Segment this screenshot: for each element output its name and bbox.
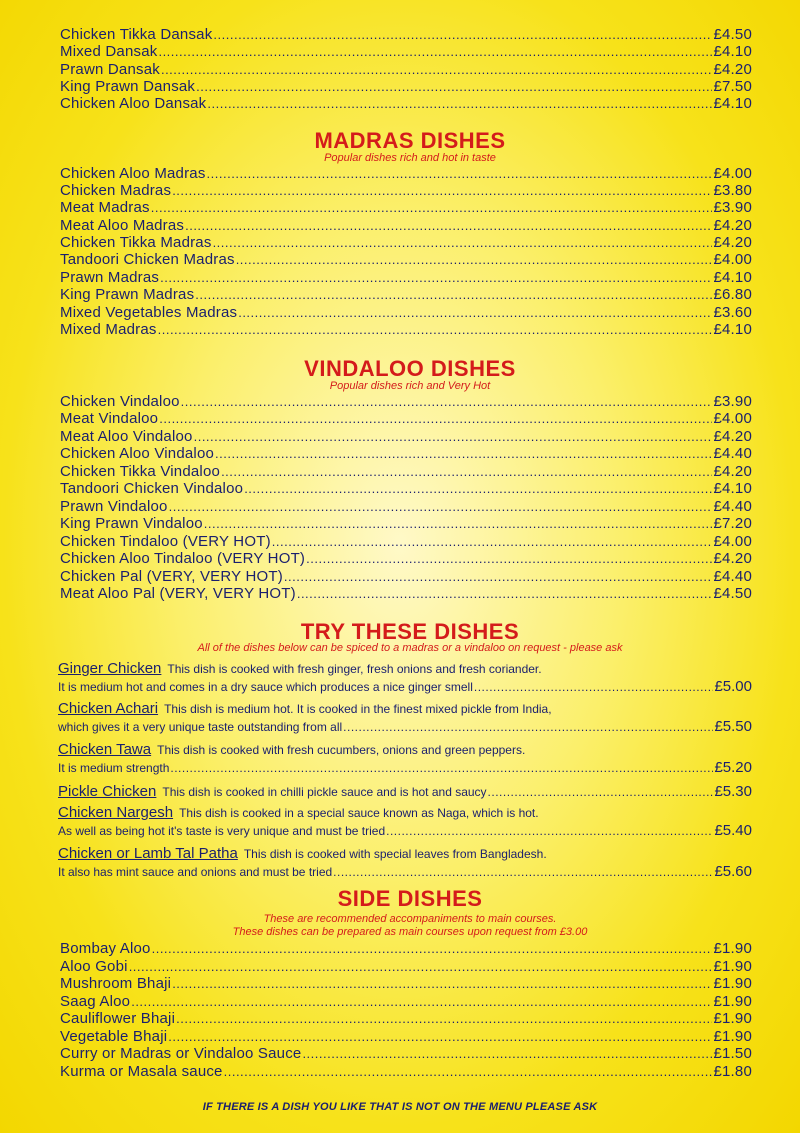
item-price: £5.50 xyxy=(714,718,752,735)
dot-leader xyxy=(161,61,713,78)
item-name: Saag Aloo xyxy=(60,993,131,1010)
item-name: Mixed Madras xyxy=(60,321,157,338)
item-price: £1.90 xyxy=(713,975,752,992)
item-price: £4.00 xyxy=(713,251,752,268)
dot-leader xyxy=(297,585,713,602)
dot-leader xyxy=(333,864,713,881)
item-price: £4.20 xyxy=(713,550,752,567)
section-heading: VINDALOO DISHES xyxy=(304,356,516,381)
item-name: Chicken Tikka Vindaloo xyxy=(60,463,221,480)
speciality-item xyxy=(58,804,752,840)
menu-item xyxy=(60,1028,752,1045)
item-price: £4.00 xyxy=(713,410,752,427)
dot-leader xyxy=(168,1028,712,1045)
menu-item xyxy=(60,498,752,515)
speciality-item xyxy=(58,741,752,777)
item-price: £4.10 xyxy=(713,321,752,338)
menu-item xyxy=(60,217,752,234)
item-name: Chicken Tikka Dansak xyxy=(60,26,213,43)
dot-leader xyxy=(170,760,713,777)
speciality-item xyxy=(58,700,752,736)
dot-leader xyxy=(272,533,713,550)
dot-leader xyxy=(215,445,712,462)
dot-leader xyxy=(474,679,714,696)
item-price: £3.60 xyxy=(713,304,752,321)
item-name: Curry or Madras or Vindaloo Sauce xyxy=(60,1045,302,1062)
menu-item xyxy=(60,199,752,216)
dot-leader xyxy=(181,393,713,410)
dot-leader xyxy=(207,165,713,182)
menu-item xyxy=(60,26,752,43)
speciality-item xyxy=(58,845,752,881)
menu-item xyxy=(60,251,752,268)
dot-leader xyxy=(185,217,712,234)
item-price: £4.20 xyxy=(713,234,752,251)
dot-leader xyxy=(213,234,713,251)
menu-item xyxy=(60,165,752,182)
dot-leader xyxy=(194,428,713,445)
item-price: £5.00 xyxy=(714,678,752,695)
item-name: Meat Madras xyxy=(60,199,150,216)
item-name: Bombay Aloo xyxy=(60,940,151,957)
item-name: Mushroom Bhaji xyxy=(60,975,172,992)
item-name: Tandoori Chicken Madras xyxy=(60,251,235,268)
menu-item xyxy=(60,95,752,112)
item-price: £6.80 xyxy=(713,286,752,303)
item-price: £4.50 xyxy=(713,585,752,602)
menu-item xyxy=(60,445,752,462)
item-price: £3.80 xyxy=(713,182,752,199)
menu-item xyxy=(60,428,752,445)
item-name: Aloo Gobi xyxy=(60,958,128,975)
dot-leader xyxy=(204,515,713,532)
dot-leader xyxy=(306,550,712,567)
item-name: Mixed Dansak xyxy=(60,43,158,60)
dot-leader xyxy=(302,1045,712,1062)
item-price: £4.10 xyxy=(713,480,752,497)
item-price: £7.50 xyxy=(713,78,752,95)
section-subtitle: Popular dishes rich and Very Hot xyxy=(329,380,491,392)
dot-leader xyxy=(196,78,712,95)
menu-item xyxy=(60,958,752,975)
speciality-name: Pickle Chicken xyxy=(58,783,157,800)
dot-leader xyxy=(236,251,713,268)
speciality-desc: This dish is cooked in a special sauce known as Naga, which is hot. xyxy=(179,806,539,820)
menu-item xyxy=(60,286,752,303)
menu-item xyxy=(60,568,752,585)
section-subtitle: Popular dishes rich and hot in taste xyxy=(324,152,496,164)
dot-leader xyxy=(213,26,712,43)
speciality-desc: This dish is medium hot. It is cooked in the finest mixed pickle from India, xyxy=(164,702,552,716)
item-price: £4.20 xyxy=(713,61,752,78)
speciality-desc: This dish is cooked with fresh cucumbers, onions and green peppers. xyxy=(157,743,526,757)
menu-item xyxy=(60,234,752,251)
dot-leader xyxy=(176,1010,712,1027)
section-heading: TRY THESE DISHES xyxy=(300,619,520,644)
dot-leader xyxy=(195,286,712,303)
menu-item xyxy=(60,463,752,480)
item-price: £5.40 xyxy=(714,822,752,839)
footer-note: IF THERE IS A DISH YOU LIKE THAT IS NOT ON THE MENU PLEASE ASK xyxy=(202,1101,598,1113)
speciality-desc-cont: It is medium hot and comes in a dry sauce which produces a nice ginger smell xyxy=(58,680,473,694)
speciality-desc: This dish is cooked in chilli pickle sauce and is hot and saucy xyxy=(162,785,487,799)
speciality-item xyxy=(58,660,752,696)
item-name: Prawn Madras xyxy=(60,269,160,286)
dot-leader xyxy=(221,463,712,480)
item-price: £5.60 xyxy=(714,863,752,880)
item-name: King Prawn Madras xyxy=(60,286,195,303)
item-name: Prawn Vindaloo xyxy=(60,498,168,515)
dot-leader xyxy=(151,199,713,216)
item-price: £4.10 xyxy=(713,95,752,112)
item-name: Vegetable Bhaji xyxy=(60,1028,168,1045)
dot-leader xyxy=(159,410,712,427)
item-name: Cauliflower Bhaji xyxy=(60,1010,176,1027)
item-name: Meat Aloo Madras xyxy=(60,217,185,234)
section-heading: SIDE DISHES xyxy=(337,886,483,911)
item-price: £4.40 xyxy=(713,445,752,462)
menu-item xyxy=(60,78,752,95)
dot-leader xyxy=(131,993,712,1010)
item-price: £1.90 xyxy=(713,940,752,957)
speciality-name: Ginger Chicken xyxy=(58,660,162,677)
menu-item xyxy=(60,480,752,497)
speciality-desc-cont: It also has mint sauce and onions and must be tried xyxy=(58,865,333,879)
item-price: £5.30 xyxy=(714,783,752,800)
section-subtitle: These dishes can be prepared as main courses upon request from £3.00 xyxy=(232,926,588,938)
dot-leader xyxy=(207,95,712,112)
speciality-name: Chicken Achari xyxy=(58,700,159,717)
section-subtitle: These are recommended accompaniments to main courses. xyxy=(263,913,557,925)
item-name: Mixed Vegetables Madras xyxy=(60,304,238,321)
item-name: King Prawn Dansak xyxy=(60,78,196,95)
menu-item xyxy=(60,182,752,199)
item-name: Chicken Tikka Madras xyxy=(60,234,212,251)
item-price: £3.90 xyxy=(713,393,752,410)
item-name: Meat Vindaloo xyxy=(60,410,159,427)
item-name: Chicken Tindaloo (VERY HOT) xyxy=(60,533,271,550)
dot-leader xyxy=(244,480,712,497)
menu-item xyxy=(60,393,752,410)
item-price: £4.00 xyxy=(713,165,752,182)
dot-leader xyxy=(343,719,713,736)
item-name: Meat Aloo Vindaloo xyxy=(60,428,193,445)
speciality-name: Chicken Nargesh xyxy=(58,804,174,821)
menu-item xyxy=(60,43,752,60)
item-name: Chicken Aloo Tindaloo (VERY HOT) xyxy=(60,550,306,567)
item-name: Kurma or Masala sauce xyxy=(60,1063,223,1080)
item-name: Meat Aloo Pal (VERY, VERY HOT) xyxy=(60,585,296,602)
dot-leader xyxy=(169,498,713,515)
dot-leader xyxy=(158,321,713,338)
menu-item xyxy=(60,269,752,286)
menu-item xyxy=(60,1045,752,1062)
dot-leader xyxy=(238,304,712,321)
item-price: £4.40 xyxy=(713,568,752,585)
item-price: £4.20 xyxy=(713,217,752,234)
menu-item xyxy=(60,1010,752,1027)
menu-item xyxy=(60,975,752,992)
item-price: £4.10 xyxy=(713,269,752,286)
section-heading: MADRAS DISHES xyxy=(314,128,506,153)
menu-item xyxy=(60,321,752,338)
speciality-desc-cont: which gives it a very unique taste outstanding from all xyxy=(58,720,343,734)
dot-leader xyxy=(160,269,712,286)
speciality-name: Chicken or Lamb Tal Patha xyxy=(58,845,238,862)
item-price: £1.50 xyxy=(713,1045,752,1062)
item-name: Chicken Vindaloo xyxy=(60,393,180,410)
menu-item xyxy=(60,1063,752,1080)
item-price: £1.90 xyxy=(713,993,752,1010)
item-price: £1.90 xyxy=(713,958,752,975)
item-price: £1.90 xyxy=(713,1010,752,1027)
menu-item xyxy=(60,993,752,1010)
dot-leader xyxy=(488,784,714,801)
dot-leader xyxy=(224,1063,713,1080)
menu-item xyxy=(60,304,752,321)
item-price: £4.40 xyxy=(713,498,752,515)
item-price: £4.20 xyxy=(713,428,752,445)
speciality-desc: This dish is cooked with fresh ginger, fresh onions and fresh coriander. xyxy=(167,662,542,676)
item-price: £7.20 xyxy=(713,515,752,532)
dot-leader xyxy=(386,823,713,840)
speciality-desc-cont: As well as being hot it's taste is very unique and must be tried xyxy=(58,824,386,838)
dot-leader xyxy=(158,43,712,60)
menu-item xyxy=(60,585,752,602)
dot-leader xyxy=(152,940,713,957)
item-name: Tandoori Chicken Vindaloo xyxy=(60,480,244,497)
item-price: £4.50 xyxy=(713,26,752,43)
item-price: £4.00 xyxy=(713,533,752,550)
speciality-item xyxy=(58,783,752,801)
menu-item xyxy=(60,533,752,550)
section-subtitle: All of the dishes below can be spiced to a madras or a vindaloo on request - please ask xyxy=(197,642,623,654)
speciality-desc-cont: It is medium strength xyxy=(58,761,170,775)
item-name: Chicken Madras xyxy=(60,182,172,199)
item-price: £4.10 xyxy=(713,43,752,60)
dot-leader xyxy=(284,568,713,585)
item-name: King Prawn Vindaloo xyxy=(60,515,203,532)
dot-leader xyxy=(172,182,712,199)
speciality-desc: This dish is cooked with special leaves from Bangladesh. xyxy=(243,847,547,861)
item-price: £1.90 xyxy=(713,1028,752,1045)
menu-item xyxy=(60,410,752,427)
dot-leader xyxy=(172,975,712,992)
item-price: £1.80 xyxy=(713,1063,752,1080)
item-price: £3.90 xyxy=(713,199,752,216)
item-name: Chicken Pal (VERY, VERY HOT) xyxy=(60,568,283,585)
item-price: £4.20 xyxy=(713,463,752,480)
item-name: Prawn Dansak xyxy=(60,61,160,78)
item-price: £5.20 xyxy=(714,759,752,776)
menu-item xyxy=(60,940,752,957)
menu-item xyxy=(60,515,752,532)
item-name: Chicken Aloo Dansak xyxy=(60,95,207,112)
dot-leader xyxy=(129,958,713,975)
item-name: Chicken Aloo Vindaloo xyxy=(60,445,215,462)
item-name: Chicken Aloo Madras xyxy=(60,165,206,182)
menu-item xyxy=(60,550,752,567)
menu-item xyxy=(60,61,752,78)
speciality-name: Chicken Tawa xyxy=(58,741,152,758)
